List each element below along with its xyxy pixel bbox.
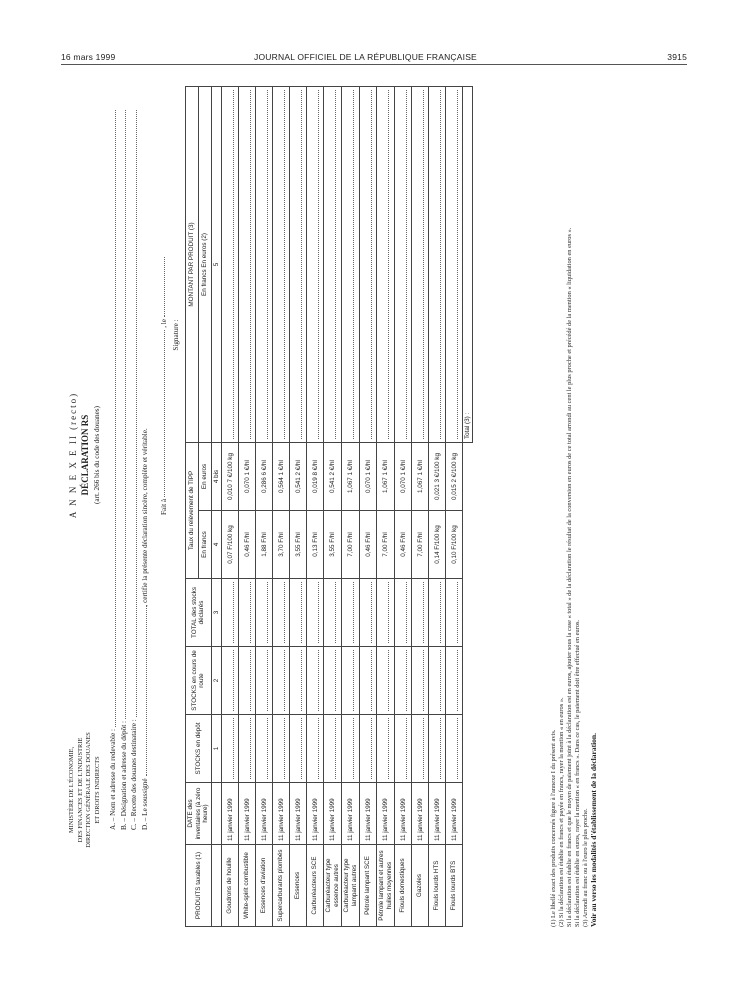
certify-text: , certifie la présente déclaration sincère, complète et véritable. bbox=[140, 428, 149, 607]
field-label: C. – Recette des douanes destinataire : bbox=[130, 719, 138, 830]
col-number bbox=[211, 845, 222, 927]
header-journal-title: JOURNAL OFFICIEL DE LA RÉPUBLIQUE FRANÇAISE bbox=[254, 52, 477, 62]
field-label: A. – Nom et adresse du redevable : bbox=[109, 729, 117, 830]
table-row bbox=[342, 87, 360, 927]
stock-route-cell[interactable] bbox=[324, 647, 342, 715]
taux-euros-cell: 0,070 1 €/hl bbox=[360, 443, 377, 511]
product-cell: White-spirit combustible bbox=[239, 845, 256, 927]
footnote: Si la déclaration est établie en euros, rayer la mention « en francs ». Dans ce cas, le paiement doit être effectué en euros. bbox=[574, 619, 581, 927]
footnote: Si la déclaration est établie en francs et que le moyen de paiement joint à la déclaration est en euros, ajouter sous la case « total » de la déclaration le résultat de la conversion en euros de ce total arrondi au cent le plus proche et précédé de la mention « liquidation en euros ». bbox=[566, 227, 573, 927]
col-number bbox=[211, 783, 222, 845]
stock-depot-cell[interactable] bbox=[256, 715, 273, 783]
footnotes bbox=[550, 87, 598, 927]
taux-euros-cell: 0,021 3 €/100 kg bbox=[429, 443, 446, 511]
stock-total-cell[interactable] bbox=[222, 579, 239, 647]
col-number: 2 bbox=[211, 647, 222, 715]
header-stocks-depot: STOCKS en dépôt bbox=[186, 715, 212, 783]
taux-francs-cell: 0,13 F/hl bbox=[307, 511, 324, 579]
ministry-line: ET DROITS INDIRECTS bbox=[93, 756, 101, 824]
col-number: 5 bbox=[211, 87, 222, 443]
table-row bbox=[290, 87, 307, 927]
taux-euros-cell: 0,541 2 €/hl bbox=[290, 443, 307, 511]
date-cell: 11 janvier 1999 bbox=[342, 783, 360, 845]
taux-francs-cell: 0,14 F/100 kg bbox=[429, 511, 446, 579]
stock-depot-cell[interactable] bbox=[360, 715, 377, 783]
taux-francs-cell: 0,46 F/hl bbox=[360, 511, 377, 579]
stock-depot-cell[interactable] bbox=[429, 715, 446, 783]
taux-francs-cell: 0,46 F/hl bbox=[395, 511, 412, 579]
field-fill-line[interactable] bbox=[108, 110, 116, 727]
stock-route-cell[interactable] bbox=[273, 647, 290, 715]
product-cell: Fiouls domestiques bbox=[395, 845, 412, 927]
header-total: TOTAL des stocks déclarés bbox=[186, 579, 212, 647]
stock-depot-cell[interactable] bbox=[290, 715, 307, 783]
declaration-table bbox=[185, 86, 473, 927]
declaration-title: DÉCLARATION RS bbox=[80, 414, 90, 496]
taux-euros-cell: 0,019 8 €/hl bbox=[307, 443, 324, 511]
taux-francs-cell: 1,88 F/hl bbox=[256, 511, 273, 579]
stock-route-cell[interactable] bbox=[342, 647, 360, 715]
date-cell: 11 janvier 1999 bbox=[307, 783, 324, 845]
signature-label: Signature : bbox=[172, 319, 180, 351]
stock-route-cell[interactable] bbox=[429, 647, 446, 715]
stock-total-cell[interactable] bbox=[324, 579, 342, 647]
date-cell: 11 janvier 1999 bbox=[412, 783, 429, 845]
date-cell: 11 janvier 1999 bbox=[377, 783, 395, 845]
date-cell: 11 janvier 1999 bbox=[290, 783, 307, 845]
table-row bbox=[324, 87, 342, 927]
verso-instruction: Voir au verso les modalités d'établissement de la déclaration. bbox=[589, 733, 598, 927]
taux-euros-cell: 0,286 6 €/hl bbox=[256, 443, 273, 511]
table-row bbox=[307, 87, 324, 927]
date-cell: 11 janvier 1999 bbox=[256, 783, 273, 845]
taux-francs-cell: 3,55 F/hl bbox=[290, 511, 307, 579]
stock-total-cell[interactable] bbox=[360, 579, 377, 647]
stock-total-cell[interactable] bbox=[412, 579, 429, 647]
table-row bbox=[377, 87, 395, 927]
stock-total-cell[interactable] bbox=[446, 579, 463, 647]
stock-route-cell[interactable] bbox=[377, 647, 395, 715]
total-cell[interactable] bbox=[463, 87, 473, 443]
header-produits: PRODUITS taxables (1) bbox=[186, 845, 212, 927]
header-taux-euros: En euros bbox=[198, 443, 211, 511]
stock-depot-cell[interactable] bbox=[377, 715, 395, 783]
montant-cell[interactable] bbox=[222, 87, 239, 443]
field-row bbox=[108, 110, 119, 830]
fait-place-fill[interactable] bbox=[160, 330, 165, 497]
taux-euros-cell: 0,010 7 €/100 kg bbox=[222, 443, 239, 511]
rotated-form bbox=[60, 75, 620, 935]
stock-total-cell[interactable] bbox=[429, 579, 446, 647]
product-cell: Goudrons de houille bbox=[222, 845, 239, 927]
table-row bbox=[395, 87, 412, 927]
field-fill-line[interactable] bbox=[119, 110, 127, 719]
footnote: (3) Arrondi au franc ou à l'euro le plus proche. bbox=[582, 808, 589, 927]
header-montant: MONTANT PAR PRODUIT (3) bbox=[186, 87, 199, 443]
table-row bbox=[256, 87, 273, 927]
fait-label: Fait à bbox=[160, 498, 168, 515]
header-taux: Taux du relèvement de TIPP bbox=[186, 443, 199, 579]
ministry-line: MINISTÈRE DE L'ÉCONOMIE, bbox=[68, 746, 75, 834]
montant-cell[interactable] bbox=[395, 87, 412, 443]
stock-depot-cell[interactable] bbox=[307, 715, 324, 783]
product-cell: Carburéacteurs SCE bbox=[307, 845, 324, 927]
product-cell: Essences d'aviation bbox=[256, 845, 273, 927]
stock-route-cell[interactable] bbox=[256, 647, 273, 715]
annexe-title: A N N E X E II (recto) bbox=[68, 391, 78, 519]
montant-cell[interactable] bbox=[273, 87, 290, 443]
col-number: 4 bbox=[211, 511, 222, 579]
taux-euros-cell: 1,067 1 €/hl bbox=[412, 443, 429, 511]
stock-total-cell[interactable] bbox=[342, 579, 360, 647]
montant-cell[interactable] bbox=[377, 87, 395, 443]
product-cell: Pétrole lampant SCE bbox=[360, 845, 377, 927]
footnote: (2) Si la déclaration est établie en francs et payée en francs, rayer la mention « en euros ». bbox=[558, 697, 565, 927]
taux-euros-cell: 1,067 1 €/hl bbox=[342, 443, 360, 511]
total-spacer bbox=[463, 443, 473, 927]
taux-francs-cell: 0,10 F/100 kg bbox=[446, 511, 463, 579]
taux-euros-cell: 1,067 1 €/hl bbox=[377, 443, 395, 511]
header-montant-sub: En francs En euros (2) bbox=[198, 87, 211, 443]
taux-francs-cell: 0,46 F/hl bbox=[239, 511, 256, 579]
table-row bbox=[429, 87, 446, 927]
stock-route-cell[interactable] bbox=[412, 647, 429, 715]
taux-euros-cell: 0,541 2 €/hl bbox=[324, 443, 342, 511]
stock-depot-cell[interactable] bbox=[395, 715, 412, 783]
stock-depot-cell[interactable] bbox=[324, 715, 342, 783]
montant-cell[interactable] bbox=[429, 87, 446, 443]
product-cell: Carburéacteur type lampant autres bbox=[342, 845, 360, 927]
montant-cell[interactable] bbox=[256, 87, 273, 443]
identity-fields bbox=[108, 110, 150, 830]
field-row bbox=[140, 110, 151, 830]
table-body bbox=[222, 87, 473, 927]
article-reference: (art. 266 bis du code des douanes) bbox=[93, 406, 101, 505]
taux-francs-cell: 7,00 F/hl bbox=[377, 511, 395, 579]
col-number: 3 bbox=[211, 579, 222, 647]
date-cell: 11 janvier 1999 bbox=[324, 783, 342, 845]
product-cell: Fiouls lourds HTS bbox=[429, 845, 446, 927]
stock-route-cell[interactable] bbox=[360, 647, 377, 715]
date-cell: 11 janvier 1999 bbox=[360, 783, 377, 845]
taux-francs-cell: 7,00 F/hl bbox=[412, 511, 429, 579]
field-row bbox=[119, 110, 130, 830]
stock-total-cell[interactable] bbox=[395, 579, 412, 647]
ministry-line: DES FINANCES ET DE L'INDUSTRIE bbox=[76, 737, 84, 843]
montant-cell[interactable] bbox=[307, 87, 324, 443]
field-label: B. – Désignation et adresse du dépôt : bbox=[119, 721, 128, 830]
product-cell: Carburéacteur type essence autres bbox=[324, 845, 342, 927]
col-number: 1 bbox=[211, 715, 222, 783]
date-cell: 11 janvier 1999 bbox=[239, 783, 256, 845]
stock-total-cell[interactable] bbox=[307, 579, 324, 647]
stock-route-cell[interactable] bbox=[307, 647, 324, 715]
taux-euros-cell: 0,015 2 €/100 kg bbox=[446, 443, 463, 511]
date-cell: 11 janvier 1999 bbox=[222, 783, 239, 845]
product-cell: Gazoles bbox=[412, 845, 429, 927]
taux-francs-cell: 3,55 F/hl bbox=[324, 511, 342, 579]
montant-cell[interactable] bbox=[324, 87, 342, 443]
date-cell: 11 janvier 1999 bbox=[273, 783, 290, 845]
table-row bbox=[273, 87, 290, 927]
montant-cell[interactable] bbox=[342, 87, 360, 443]
product-cell: Fiouls lourds BTS bbox=[446, 845, 463, 927]
stock-depot-cell[interactable] bbox=[412, 715, 429, 783]
taux-euros-cell: 0,070 1 €/hl bbox=[239, 443, 256, 511]
stock-depot-cell[interactable] bbox=[273, 715, 290, 783]
stock-total-cell[interactable] bbox=[239, 579, 256, 647]
taux-francs-cell: 0,07 F/100 kg bbox=[222, 511, 239, 579]
montant-cell[interactable] bbox=[446, 87, 463, 443]
montant-cell[interactable] bbox=[239, 87, 256, 443]
footnote: (1) Le libellé exact des produits concernés figure à l'annexe I du présent avis. bbox=[550, 729, 557, 927]
table-row bbox=[360, 87, 377, 927]
montant-cell[interactable] bbox=[290, 87, 307, 443]
taux-francs-cell: 7,00 F/hl bbox=[342, 511, 360, 579]
table-row bbox=[412, 87, 429, 927]
date-cell: 11 janvier 1999 bbox=[429, 783, 446, 845]
header-stocks-route: STOCKS en cours de route bbox=[186, 647, 212, 715]
taux-francs-cell: 3,70 F/hl bbox=[273, 511, 290, 579]
stock-depot-cell[interactable] bbox=[239, 715, 256, 783]
taux-euros-cell: 0,070 1 €/hl bbox=[395, 443, 412, 511]
table-row bbox=[446, 87, 463, 927]
taux-euros-cell: 0,564 1 €/hl bbox=[273, 443, 290, 511]
date-cell: 11 janvier 1999 bbox=[395, 783, 412, 845]
header-date: 16 mars 1999 bbox=[61, 52, 116, 62]
header-taux-francs: En francs bbox=[198, 511, 211, 579]
stock-route-cell[interactable] bbox=[239, 647, 256, 715]
stock-route-cell[interactable] bbox=[222, 647, 239, 715]
le-label: , le bbox=[160, 319, 168, 328]
product-cell: Pétrole lampant et autres huiles moyennes bbox=[377, 845, 395, 927]
product-cell: Supercarburants plombés bbox=[273, 845, 290, 927]
total-label: Total (3) : bbox=[464, 412, 471, 439]
ministry-block bbox=[68, 665, 102, 915]
field-fill-line[interactable] bbox=[129, 110, 137, 717]
stock-depot-cell[interactable] bbox=[342, 715, 360, 783]
ministry-line: DIRECTION GÉNÉRALE DES DOUANES bbox=[85, 732, 92, 848]
header-page-number: 3915 bbox=[667, 52, 687, 62]
stock-total-cell[interactable] bbox=[273, 579, 290, 647]
stock-total-cell[interactable] bbox=[256, 579, 273, 647]
date-cell: 11 janvier 1999 bbox=[446, 783, 463, 845]
field-label: D. – Le soussigné bbox=[140, 778, 149, 830]
header-divider bbox=[61, 64, 687, 65]
col-number: 4 bis bbox=[211, 443, 222, 511]
total-row bbox=[463, 87, 473, 927]
product-cell: Essences bbox=[290, 845, 307, 927]
montant-cell[interactable] bbox=[360, 87, 377, 443]
stock-route-cell[interactable] bbox=[395, 647, 412, 715]
fait-line bbox=[160, 255, 168, 515]
table-row bbox=[222, 87, 239, 927]
field-row bbox=[129, 110, 140, 830]
stock-depot-cell[interactable] bbox=[446, 715, 463, 783]
header-date: DATE des inventaires (à zéro heure) bbox=[186, 783, 212, 845]
table-row bbox=[239, 87, 256, 927]
stock-route-cell[interactable] bbox=[290, 647, 307, 715]
stock-total-cell[interactable] bbox=[290, 579, 307, 647]
field-fill-line[interactable] bbox=[140, 606, 148, 776]
montant-cell[interactable] bbox=[412, 87, 429, 443]
stock-depot-cell[interactable] bbox=[222, 715, 239, 783]
stock-total-cell[interactable] bbox=[377, 579, 395, 647]
fait-date-fill[interactable] bbox=[160, 257, 165, 317]
stock-route-cell[interactable] bbox=[446, 647, 463, 715]
